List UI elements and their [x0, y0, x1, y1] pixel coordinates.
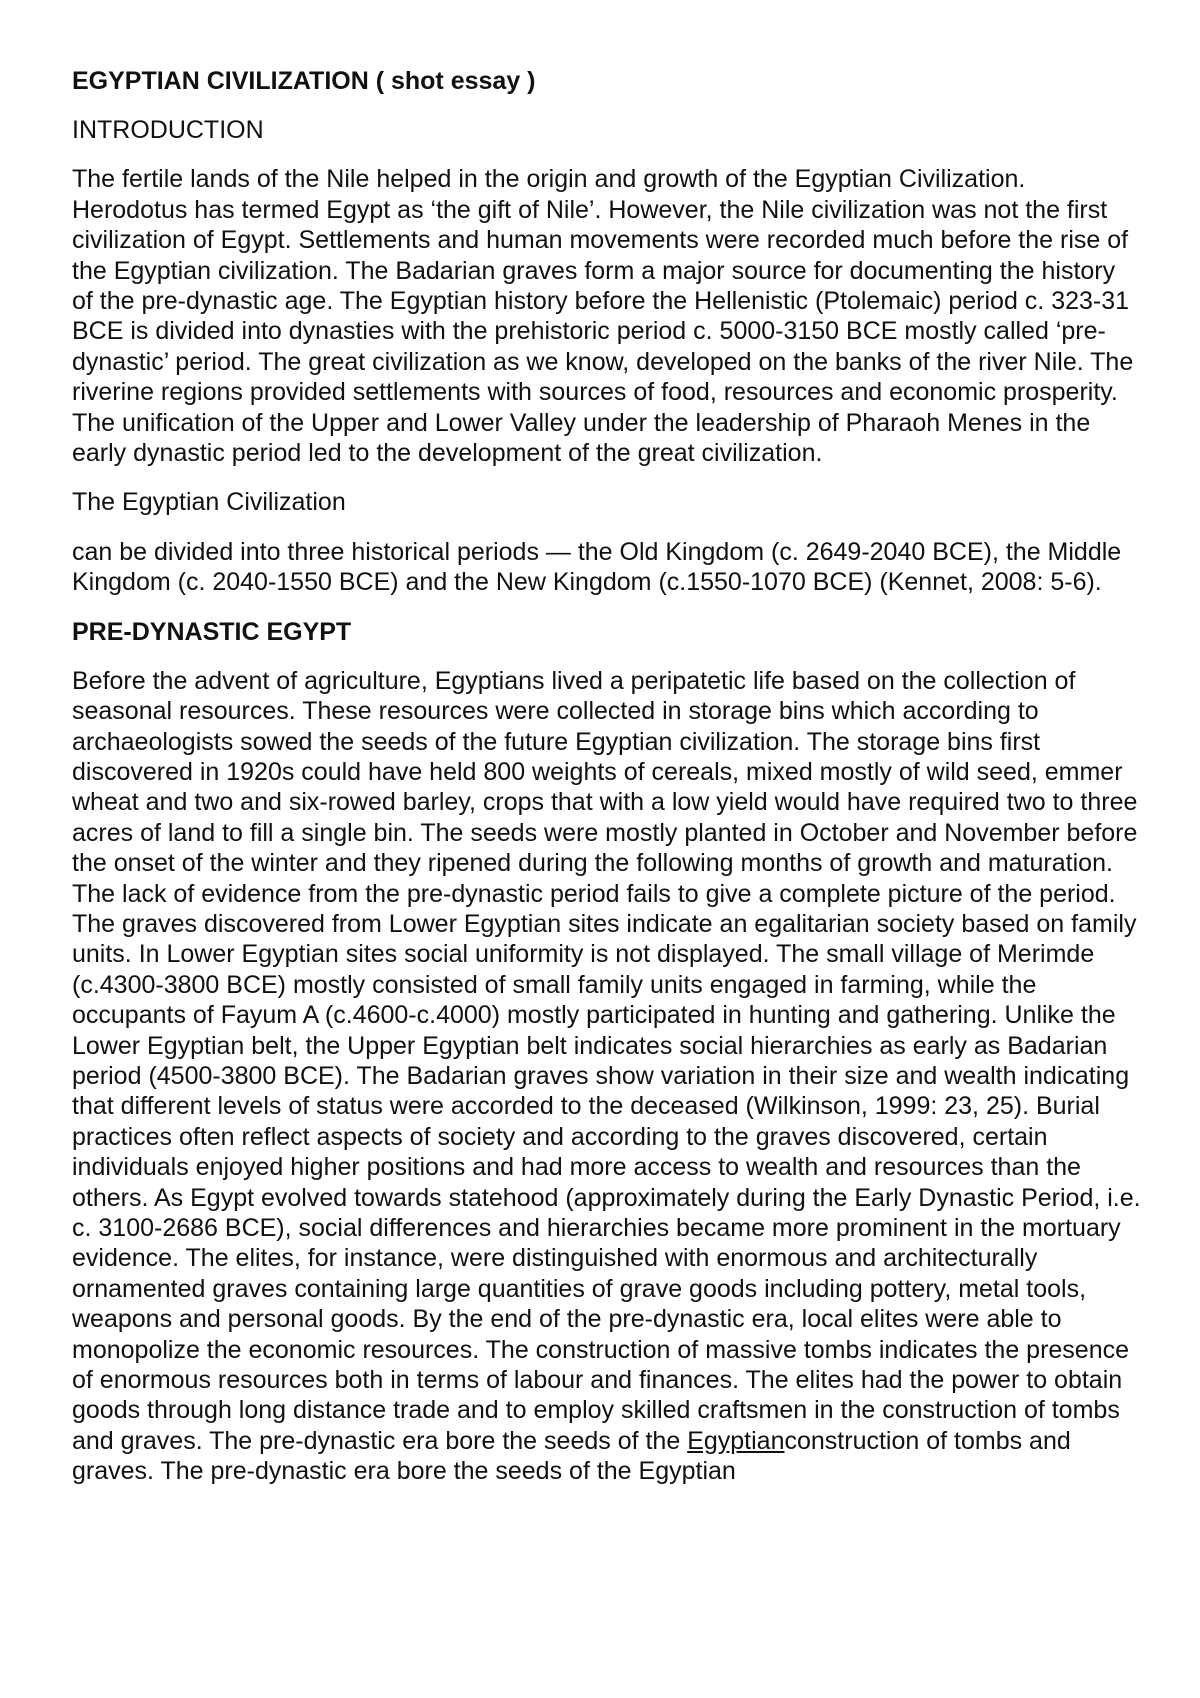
introduction-paragraph: The fertile lands of the Nile helped in the origin and growth of the Egyptian Civilization. Herodotus has termed Egypt as ‘the gift of Nile’. However, the Nile civilization was not the first civilization of Egypt. Settlements and human movements were recorded much before the rise of the Egyptian civilization. The Badarian graves form a major source for documenting the history of the pre-dynastic age. The Egyptian history before the Hellenistic (Ptolemaic) period c. 323-31 BCE is divided into dynasties with the prehistoric period c. 5000-3150 BCE mostly called ‘pre-dynastic’ period. The great civilization as we know, developed on the banks of the river Nile. The riverine regions provided settlements with sources of food, resources and economic prosperity. The unification of the Upper and Lower Valley under the leadership of Pharaoh Menes in the early dynastic period led to the development of the great civilization.: [72, 165, 1134, 468]
predynastic-text-main: Before the advent of agriculture, Egyptians lived a peripatetic life based on the collection of seasonal resources. These resources were collected in storage bins which according to archaeologists sowed the seeds of the future Egyptian civilization. The storage bins first discovered in 1920s could have held 800 weights of cereals, mixed mostly of wild seed, emmer wheat and two and six-rowed barley, crops that with a low yield would have required two to three acres of land to fill a single bin. The seeds were mostly planted in October and November before the onset of the winter and they ripened during the following months of growth and maturation. The lack of evidence from the pre-dynastic period fails to give a complete picture of the period. The graves discovered from Lower Egyptian sites indicate an egalitarian society based on family units. In Lower Egyptian sites social uniformity is not displayed. The small village of Merimde (c.4300-3800 BCE) mostly consisted of small family units engaged in farming, while the occupants of Fayum A (c.4600-c.4000) mostly participated in hunting and gathering. Unlike the Lower Egyptian belt, the Upper Egyptian belt indicates social hierarchies as early as Badarian period (4500-3800 BCE). The Badarian graves show variation in their size and wealth indicating that different levels of status were accorded to the deceased (Wilkinson, 1999: 23, 25). Burial practices often reflect aspects of society and according to the graves discovered, certain individuals enjoyed higher positions and had more access to wealth and resources than the others. As Egypt evolved towards statehood (approximately during the Early Dynastic Period, i.e. c. 3100-2686 BCE), social differences and hierarchies became more prominent in the mortuary evidence. The elites, for instance, were distinguished with enormous and architecturally ornamented graves containing large quantities of grave goods including pottery, metal tools, weapons and personal goods. By the end of the pre-dynastic era, local elites were able to monopolize the economic resources. The construction of massive tombs indicates the presence of enormous resources both in terms of labour and finances. The elites had the power to obtain goods through long distance trade and to employ skilled craftsmen in the construction of tombs and graves. The pre-dynastic era bore the seeds of the: [72, 666, 1141, 1455]
periods-paragraph: can be divided into three historical periods — the Old Kingdom (c. 2649-2040 BCE), the Middle Kingdom (c. 2040-1550 BCE) and the New Kingdom (c.1550-1070 BCE) (Kennet, 2008: 5-6).: [72, 537, 1122, 597]
civilization-label: The Egyptian Civilization: [72, 488, 346, 517]
predynastic-heading: PRE-DYNASTIC EGYPT: [72, 617, 352, 646]
document-page: [72, 66, 1142, 1506]
introduction-label: INTRODUCTION: [72, 116, 264, 144]
predynastic-paragraph: [72, 666, 1142, 1487]
essay-title: EGYPTIAN CIVILIZATION ( shot essay ): [72, 67, 536, 95]
egyptian-link[interactable]: Egyptian: [687, 1426, 785, 1455]
predynastic-text-tail: construction of tombs and graves. The pre-dynastic era bore the seeds of the Egyptian: [72, 1426, 1071, 1486]
